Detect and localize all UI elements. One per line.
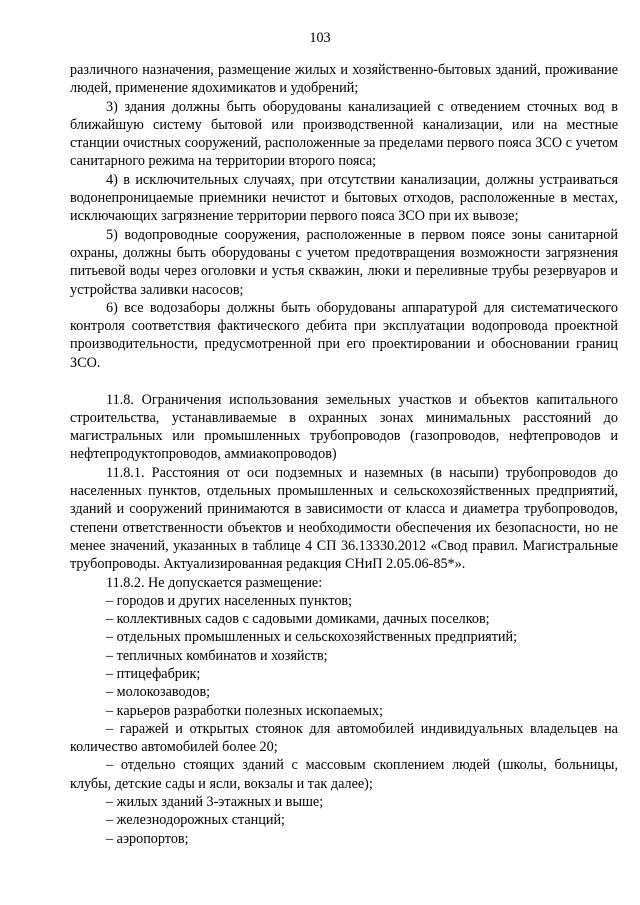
body-text <box>70 61 618 848</box>
page-number: 103 <box>309 30 331 46</box>
dash-item: – отдельных промышленных и сельскохозяйственных предприятий; <box>106 629 518 646</box>
list-item-3: 3) здания должны быть оборудованы канализацией с отведением сточных вод в ближайшую систему бытовой или производственной канализации, или на местные станции очистных сооружений, расположенные за пределами первого пояса ЗСО с учетом санитарного режима на территории второго пояса; <box>70 98 618 170</box>
dash-item: – отдельно стоящих зданий с массовым скоплением людей (школы, больницы, клубы, детские сады и ясли, вокзалы и так далее); <box>70 757 618 792</box>
section-heading-11-8: 11.8. Ограничения использования земельных участков и объектов капитального строительства, устанавливаемые в охранных зонах минимальных расстояний до магистральных или промышленных трубопроводов (газопроводов, нефтепроводов и нефтепродуктопроводов, аммиакопроводов) <box>70 391 618 463</box>
list-item-4: 4) в исключительных случаях, при отсутствии канализации, должны устраиваться водонепроницаемые приемники нечистот и бытовых отходов, расположенные в местах, исключающих загрязнение территории первого пояса ЗСО при их вывозе; <box>70 171 618 225</box>
dash-item: – аэропортов; <box>106 830 189 847</box>
dash-item: – тепличных комбинатов и хозяйств; <box>106 647 328 664</box>
list-item-5: 5) водопроводные сооружения, расположенные в первом поясе зоны санитарной охраны, должны быть оборудованы с учетом предотвращения возможности загрязнения питьевой воды через оголовки и устья скважин, люки и переливные трубы резервуаров и устройства заливки насосов; <box>70 226 618 298</box>
dash-item: – гаражей и открытых стоянок для автомобилей индивидуальных владельцев на количество автомобилей более 20; <box>70 720 618 756</box>
dash-item: – молокозаводов; <box>106 684 211 701</box>
paragraph: различного назначения, размещение жилых и хозяйственно-бытовых зданий, проживание людей, применение ядохимикатов и удобрений; <box>70 62 618 97</box>
paragraph-11-8-1: 11.8.1. Расстояния от оси подземных и наземных (в насыпи) трубопроводов до населенных пунктов, отдельных промышленных и сельскохозяйственных предприятий, зданий и сооружений принимаются в зависимости от класса и диаметра трубопроводов, степени ответственности объектов и необходимости обеспечения их безопасности, но не менее значений, указанных в таблице 4 СП 36.13330.2012 «Свод правил. Магистральные трубопроводы. Актуализированная редакция СНиП 2.05.06-85*». <box>70 464 618 573</box>
dash-item: – городов и других населенных пунктов; <box>106 592 353 609</box>
dash-item: – птицефабрик; <box>106 666 201 682</box>
dash-item: – жилых зданий 3-этажных и выше; <box>106 794 324 811</box>
list-item-6: 6) все водозаборы должны быть оборудованы аппаратурой для систематического контроля соответствия фактического дебита при эксплуатации водопровода проектной производительности, предусмотренной при его проектировании и обосновании границ ЗСО. <box>70 299 618 371</box>
dash-item: – карьеров разработки полезных ископаемых; <box>106 702 383 719</box>
section-spacer <box>70 372 618 391</box>
dash-item: – железнодорожных станций; <box>106 812 285 829</box>
dash-item: – коллективных садов с садовыми домиками, дачных поселков; <box>106 611 490 628</box>
paragraph-11-8-2: 11.8.2. Не допускается размещение: <box>106 574 323 591</box>
